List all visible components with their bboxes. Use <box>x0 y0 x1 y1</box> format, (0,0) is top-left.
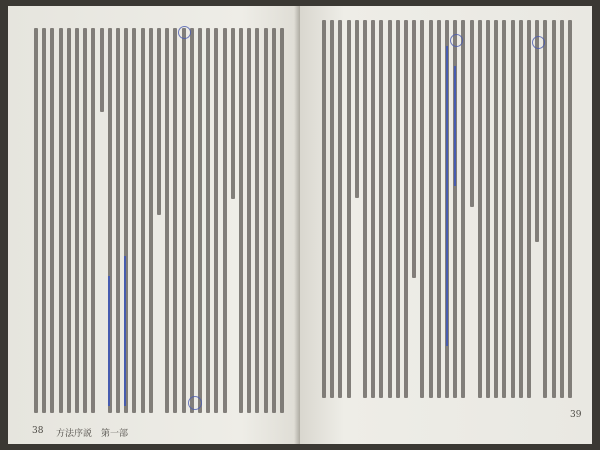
right-text-column <box>355 20 359 198</box>
left-text-column <box>75 28 79 413</box>
left-text-column <box>264 28 268 413</box>
right-text-column <box>347 20 351 398</box>
right-text-column <box>494 20 498 398</box>
left-text-column <box>149 28 153 413</box>
right-text-column <box>511 20 515 398</box>
left-text-column <box>157 28 161 215</box>
right-text-column <box>568 20 572 398</box>
right-text-column <box>519 20 523 398</box>
right-text-column <box>338 20 342 398</box>
left-text-column <box>141 28 145 413</box>
left-text-column <box>223 28 227 413</box>
right-text-column <box>420 20 424 398</box>
left-text-column <box>83 28 87 413</box>
left-text-column <box>91 28 95 413</box>
right-text-column <box>396 20 400 398</box>
right-text-column <box>388 20 392 398</box>
pen-circle-mark <box>450 34 463 47</box>
left-text-column <box>272 28 276 413</box>
left-text-column <box>198 28 202 413</box>
left-text-column <box>132 28 136 413</box>
pen-circle-mark <box>178 26 191 39</box>
right-text-column <box>478 20 482 398</box>
right-text-column <box>379 20 383 398</box>
right-text-column <box>371 20 375 398</box>
left-text-column <box>42 28 46 413</box>
left-page <box>8 6 300 444</box>
right-text-column <box>560 20 564 398</box>
right-page <box>300 6 592 444</box>
left-text-column <box>116 28 120 413</box>
right-text-column <box>486 20 490 398</box>
right-text-column <box>404 20 408 398</box>
left-text-column <box>190 28 194 413</box>
pen-underline <box>446 46 448 346</box>
left-text-column <box>100 28 104 112</box>
right-text-column <box>543 20 547 398</box>
left-running-footer: 方法序説 第一部 <box>56 429 129 439</box>
left-text-column <box>239 28 243 413</box>
right-text-column <box>552 20 556 398</box>
right-text-column <box>470 20 474 207</box>
right-text-column <box>527 20 531 398</box>
pen-underline <box>108 276 110 406</box>
left-text-column <box>214 28 218 413</box>
left-text-column <box>255 28 259 413</box>
left-text-column <box>206 28 210 413</box>
left-text-column <box>67 28 71 413</box>
pen-circle-mark <box>188 396 202 410</box>
left-text-column <box>173 28 177 413</box>
pen-underline <box>124 256 126 406</box>
left-text-column <box>165 28 169 413</box>
left-text-column <box>59 28 63 413</box>
left-text-column <box>247 28 251 413</box>
right-text-column <box>429 20 433 398</box>
left-text-column <box>34 28 38 413</box>
right-text-column <box>330 20 334 398</box>
right-page-number: 39 <box>570 410 582 420</box>
right-text-column <box>502 20 506 398</box>
pen-circle-mark <box>532 36 545 49</box>
left-text-column <box>280 28 284 413</box>
left-text-column <box>231 28 235 199</box>
pen-underline <box>454 66 456 186</box>
right-text-column <box>412 20 416 278</box>
right-text-column <box>322 20 326 398</box>
right-text-column <box>535 20 539 242</box>
right-text-column <box>461 20 465 398</box>
left-page-number: 38 <box>32 426 44 436</box>
right-text-column <box>363 20 367 398</box>
left-text-column <box>50 28 54 413</box>
right-text-column <box>437 20 441 398</box>
left-text-column <box>182 28 186 413</box>
